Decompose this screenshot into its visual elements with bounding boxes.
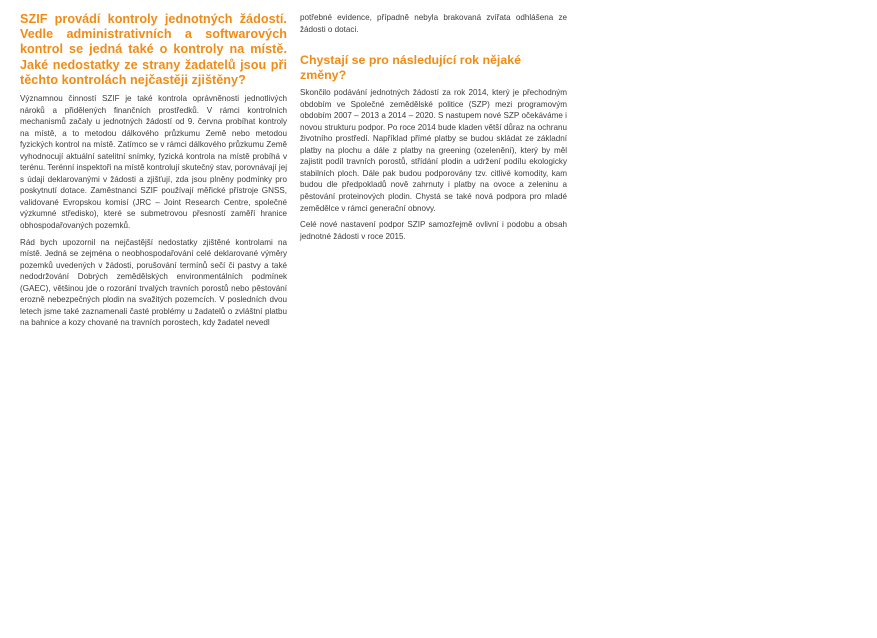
changes-paragraph-2: Celé nové nastavení podpor SZIP samozřejmě ovlivní i podobu a obsah jednotné žádosti v roce 2015. xyxy=(300,220,567,241)
paragraph-continuation-space xyxy=(300,12,567,35)
left-column xyxy=(20,12,287,334)
right-column xyxy=(300,12,567,247)
changes-paragraph-1: Skončilo podávání jednotných žádostí za rok 2014, který je přechodným obdobím ve Společné zemědělské politice (SZP) mezi programovým obdobím 2007 – 2013 a 2014 – 2020. S nastupem nové SZP očekáváme i novou strukturu podpor. Po roce 2014 bude kladen větší důraz na ochranu životního prostředí. Například přímé platby se budou skládat ze základní platby na plochu a dále z platby na greening (ozelenění), který by měl zajistit podíl travních porostů, střídání plodin a udržení podílu ekologicky stabilních ploch. Dále pak budou podporovány tzv. citlivé komodity, kam budou dle předpokladů nově zahrnuty i platby na ovoce a zeleninu a pěstování proteinových plodin. Chystá se také nová podpora pro mladé zemědělce v rámci generační obnovy. xyxy=(300,88,567,213)
interview-question-heading: SZIF provádí kontroly jednotných žádostí. Vedle administrativních a softwarových kontrol se jedná také o kontroly na místě. Jaké nedostatky ze strany žadatelů jsou při těchto kontrolách nejčastěji zjištěny? xyxy=(20,12,287,87)
answer-paragraph-2-continued: potřebné evidence, případně nebyla brakovaná zvířata odhlášena ze žádosti o dotaci. xyxy=(300,13,567,34)
changes-question-heading: Chystají se pro následující rok nějaké změny? xyxy=(300,53,522,83)
answer-paragraph-1: Významnou činností SZIF je také kontrola oprávněnosti jednotlivých nároků a přidělených finančních prostředků. V rámci kontrolních mechanismů začaly u jednotných žádostí od 9. června probíhat kontroly na místě, a to metodou dálkového průzkumu Země nebo metodou fyzických kontrol na místě. Zatímco se v rámci dálkového průzkumu Země vyhodnocují aktuální satelitní snímky, fyzická kontrola na místě probíhá v terénu. Terénní inspektoři na místě kontrolují skutečný stav, porovnávají jej s údaji deklarovanými v žádosti a zjišťují, zda jsou plněny podmínky pro poskytnutí dotace. Zaměstnanci SZIF používají měřické přístroje GNSS, validované Evropskou komisí (JRC – Joint Research Centre, společné výzkumné středisko), které se submetrovou přesností zaměří hranice obhospodařovaných pozemků. xyxy=(20,94,287,231)
answer-paragraph-2: Rád bych upozornil na nejčastější nedostatky zjištěné kontrolami na místě. Jedná se zejména o neobhospodařování celé deklarované výměry pozemků uvedených v žádosti, porušování termínů sečí či pastvy a také nedodržování Dobrých zemědělských environmentálních podmínek (GAEC), většinou jde o rozorání trvalých travních porostů nebo pěstování erozně nebezpečných plodin na svažitých pozemcích. V posledních dvou letech jsme také zaznamenali časté problémy u žadatelů o zvláštní platbu na bahnice a kozy chované na travních porostech, kdy žadatel nevedl xyxy=(20,237,287,328)
